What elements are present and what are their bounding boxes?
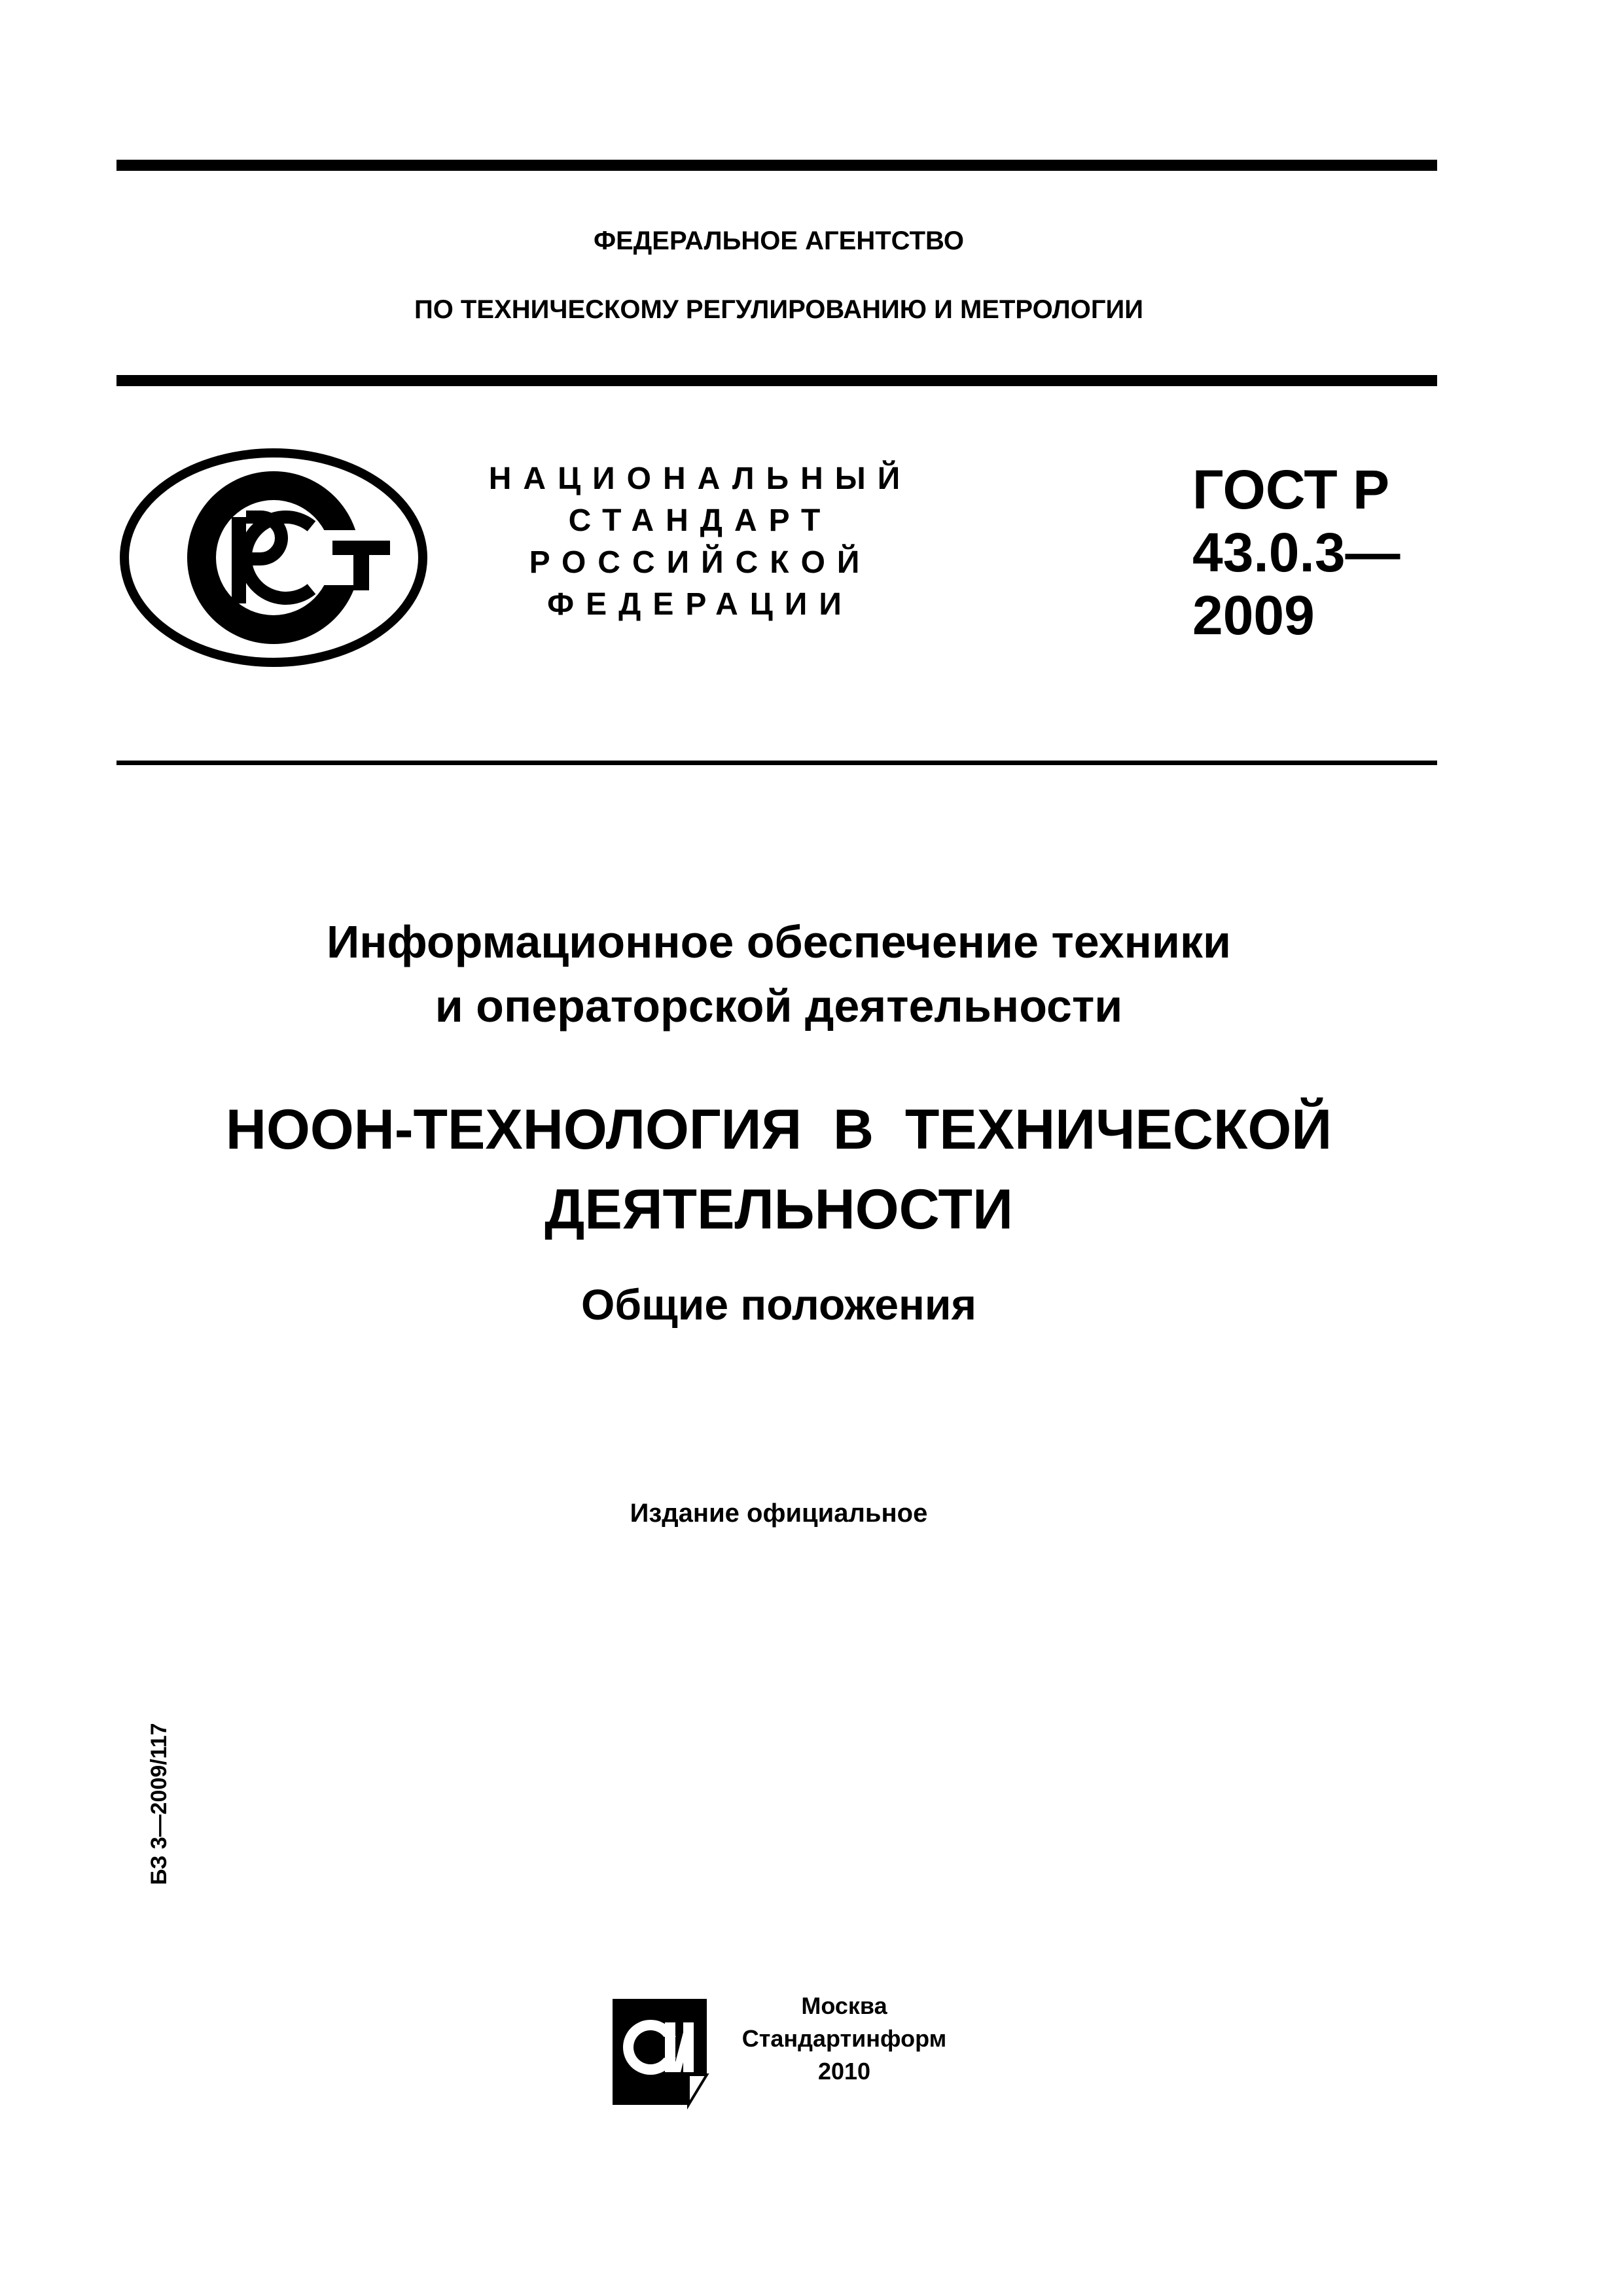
standard-type-line-3: РОССИЙСКОЙ (529, 545, 872, 580)
title-line-1: НООН-ТЕХНОЛОГИЯ В ТЕХНИЧЕСКОЙ (225, 1098, 1332, 1161)
gost-r-logo-icon (116, 437, 431, 670)
document-subtitle (0, 910, 1558, 1038)
publisher-logo-letters: СИ (610, 1988, 626, 1999)
subtitle-line-1: Информационное обеспечение техники (326, 916, 1232, 967)
publisher-logo-icon (610, 1988, 709, 2108)
standard-designation (1192, 458, 1400, 647)
designation-line-1: ГОСТ Р (1192, 459, 1390, 520)
imprint-year: 2010 (817, 2058, 871, 2085)
standard-type-line-1: НАЦИОНАЛЬНЫЙ (488, 461, 912, 496)
gost-logo-letters: РСТ (116, 437, 137, 448)
agency-line-2: ПО ТЕХНИЧЕСКОМУ РЕГУЛИРОВАНИЮ И МЕТРОЛОГИИ (414, 295, 1144, 324)
subtitle-line-2: и операторской деятельности (435, 980, 1123, 1031)
imprint-city: Москва (801, 1992, 887, 2019)
edition-note: Издание официальное (630, 1499, 928, 1528)
standard-type-block (458, 458, 942, 626)
standard-type-line-2: СТАНДАРТ (568, 503, 832, 538)
title-line-2: ДЕЯТЕЛЬНОСТИ (544, 1178, 1013, 1241)
imprint-publisher: Стандартинформ (741, 2025, 947, 2052)
document-title (0, 1090, 1558, 1249)
document-part-title: Общие положения (580, 1280, 977, 1329)
designation-line-2: 43.0.3— (1192, 522, 1400, 583)
standard-type-line-4: ФЕДЕРАЦИИ (547, 587, 853, 622)
title-rule (116, 761, 1437, 765)
agency-line-1: ФЕДЕРАЛЬНОЕ АГЕНТСТВО (593, 226, 965, 255)
top-rule (116, 160, 1437, 171)
header-rule (116, 375, 1437, 386)
designation-line-3: 2009 (1192, 584, 1315, 646)
imprint-block (713, 1990, 975, 2088)
side-catalog-code: БЗ 3—2009/117 (147, 1723, 171, 1885)
